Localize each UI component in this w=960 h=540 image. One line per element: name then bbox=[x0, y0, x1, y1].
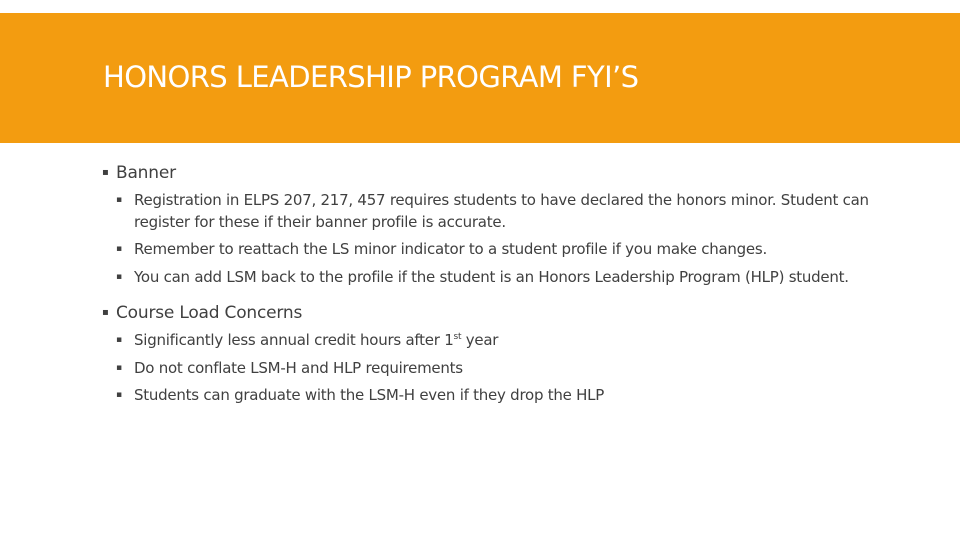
superscript-st: st bbox=[453, 332, 462, 342]
sub-bullet-conflate bbox=[102, 358, 872, 380]
bullet-icon: ▪ bbox=[116, 335, 122, 345]
section-heading: Course Load Concerns bbox=[116, 303, 303, 323]
bullet-icon: ▪ bbox=[116, 362, 122, 373]
bullet-course-load bbox=[102, 302, 872, 324]
sub-bullet-text: Students can graduate with the LSM-H even if they drop the HLP bbox=[134, 386, 605, 404]
section-heading: Banner bbox=[116, 163, 176, 183]
sub-bullet-credit-hours bbox=[102, 330, 872, 352]
sub-bullet-text: Registration in ELPS 207, 217, 457 requires students to have declared the honors minor. Student can register for these if their banner profile is accurate. bbox=[134, 191, 869, 231]
slide-title: HONORS LEADERSHIP PROGRAM FYI’S bbox=[103, 60, 639, 94]
sub-bullet-registration bbox=[102, 190, 872, 233]
sub-bullet-text-before: Significantly less annual credit hours after 1 bbox=[134, 331, 454, 349]
slide-content bbox=[102, 162, 872, 421]
bullet-icon: ▪ bbox=[116, 271, 122, 282]
course-load-sub-list bbox=[102, 330, 872, 407]
sub-bullet-add-lsm bbox=[102, 267, 872, 289]
bullet-icon: ▪ bbox=[102, 167, 109, 178]
sub-bullet-text: You can add LSM back to the profile if the student is an Honors Leadership Program (HLP) student. bbox=[134, 267, 849, 286]
banner-sub-list bbox=[102, 190, 872, 288]
sub-bullet-text-after: year bbox=[461, 331, 499, 349]
bullet-icon: ▪ bbox=[102, 307, 109, 318]
sub-bullet-graduate bbox=[102, 385, 872, 407]
bullet-icon: ▪ bbox=[116, 390, 122, 400]
sub-bullet-text: Remember to reattach the LS minor indicator to a student profile if you make changes. bbox=[134, 240, 767, 258]
bullet-icon: ▪ bbox=[116, 244, 122, 254]
bullet-icon: ▪ bbox=[116, 195, 122, 205]
sub-bullet-reattach bbox=[102, 239, 872, 261]
bullet-banner bbox=[102, 162, 872, 184]
sub-bullet-text: Do not conflate LSM-H and HLP requirements bbox=[134, 358, 463, 377]
